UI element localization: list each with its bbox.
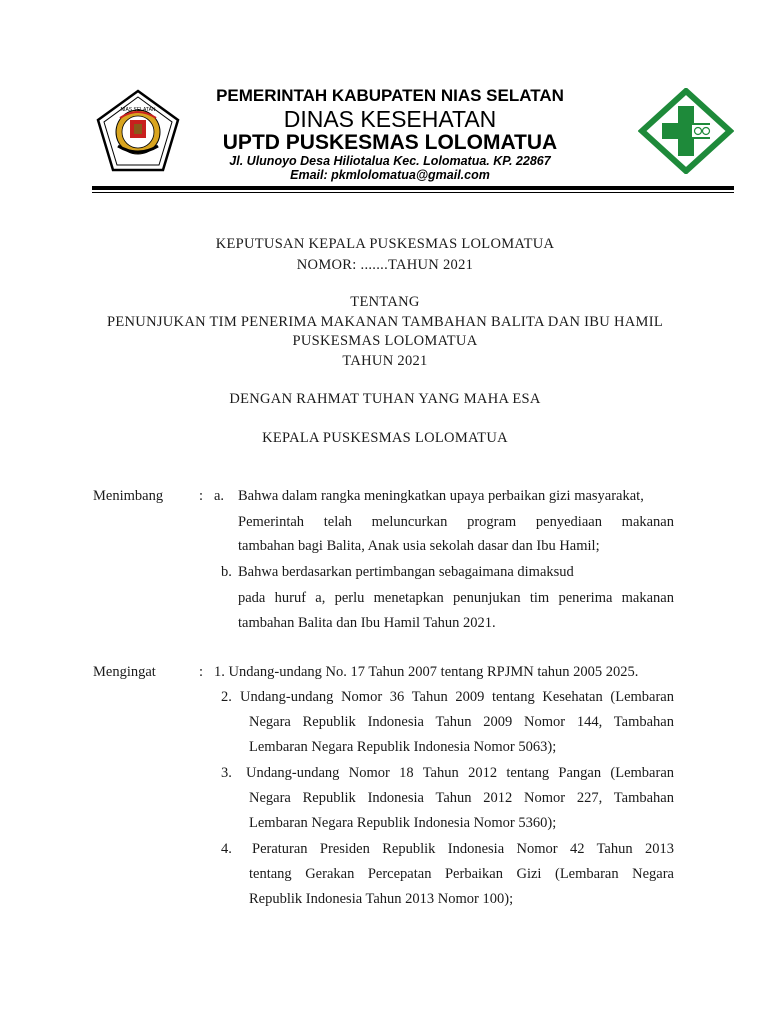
- mengingat-label: Mengingat: [93, 664, 156, 680]
- letterhead-address: Jl. Ulunoyo Desa Hiliotalua Kec. Lolomatua. KP. 22867: [229, 154, 551, 168]
- menimbang-a-line-3: tambahan bagi Balita, Anak usia sekolah dasar dan Ibu Hamil;: [238, 538, 600, 554]
- subject-line-1: PENUNJUKAN TIM PENERIMA MAKANAN TAMBAHAN BALITA DAN IBU HAMIL: [107, 314, 663, 330]
- mengingat-item-3-line-2: Negara Republik Indonesia Tahun 2012 Nomor 227, Tambahan: [249, 790, 674, 806]
- nias-selatan-emblem-icon: [94, 88, 182, 176]
- menimbang-a-marker: a.: [214, 488, 225, 504]
- mengingat-colon: :: [199, 664, 204, 680]
- mengingat-item-2-line-3: Lembaran Negara Republik Indonesia Nomor 5063);: [249, 739, 557, 755]
- menimbang-b-line-3: tambahan Balita dan Ibu Hamil Tahun 2021.: [238, 615, 496, 631]
- menimbang-label: Menimbang: [93, 488, 164, 504]
- invocation: DENGAN RAHMAT TUHAN YANG MAHA ESA: [229, 391, 541, 407]
- letterhead-email: Email: pkmlolomatua@gmail.com: [290, 168, 490, 182]
- mengingat-item-4-line-2: tentang Gerakan Percepatan Perbaikan Gizi (Lembaran Negara: [249, 866, 674, 882]
- mengingat-item-2-line-1: Undang-undang Nomor 36 Tahun 2009 tentang Kesehatan (Lembaran: [240, 689, 674, 705]
- menimbang-a-line-2: Pemerintah telah meluncurkan program penyediaan makanan: [238, 514, 674, 530]
- subject-line-2: PUSKESMAS LOLOMATUA: [292, 333, 478, 349]
- mengingat-item-1: 1. Undang-undang No. 17 Tahun 2007 tentang RPJMN tahun 2005 2025.: [214, 664, 639, 680]
- menimbang-a-line-1: Bahwa dalam rangka meningkatkan upaya perbaikan gizi masyarakat,: [238, 488, 644, 504]
- mengingat-item-3-marker: 3.: [221, 765, 232, 781]
- puskesmas-cross-icon: [638, 88, 734, 174]
- mengingat-item-4-line-3: Republik Indonesia Tahun 2013 Nomor 100);: [249, 891, 514, 907]
- tentang-label: TENTANG: [350, 294, 420, 310]
- mengingat-item-3-line-3: Lembaran Negara Republik Indonesia Nomor 5360);: [249, 815, 557, 831]
- letterhead-unit: UPTD PUSKESMAS LOLOMATUA: [222, 131, 558, 154]
- mengingat-item-2-marker: 2.: [221, 689, 232, 705]
- mengingat-item-2-line-2: Negara Republik Indonesia Tahun 2009 Nomor 144, Tambahan: [249, 714, 674, 730]
- subject-line-3: TAHUN 2021: [342, 353, 428, 369]
- menimbang-b-line-2: pada huruf a, perlu menetapkan penunjukan tim penerima makanan: [238, 590, 674, 606]
- mengingat-item-4-marker: 4.: [221, 841, 232, 857]
- mengingat-item-4-line-1: Peraturan Presiden Republik Indonesia Nomor 42 Tahun 2013: [252, 841, 674, 857]
- decree-number: NOMOR: .......TAHUN 2021: [296, 257, 474, 273]
- decree-title: KEPUTUSAN KEPALA PUSKESMAS LOLOMATUA: [215, 236, 555, 252]
- mengingat-item-3-line-1: Undang-undang Nomor 18 Tahun 2012 tentang Pangan (Lembaran: [246, 765, 674, 781]
- letterhead-government: PEMERINTAH KABUPATEN NIAS SELATAN: [216, 86, 564, 105]
- letterhead-rule-thin: [92, 192, 734, 193]
- letterhead-rule: [92, 186, 734, 190]
- emblem-text: NIAS SELATAN: [120, 107, 156, 113]
- menimbang-colon: :: [199, 488, 204, 504]
- menimbang-b-line-1: Bahwa berdasarkan pertimbangan sebagaimana dimaksud: [238, 564, 574, 580]
- menimbang-b-marker: b.: [221, 564, 232, 580]
- authority-title: KEPALA PUSKESMAS LOLOMATUA: [262, 430, 508, 446]
- letterhead-agency: DINAS KESEHATAN: [283, 106, 497, 132]
